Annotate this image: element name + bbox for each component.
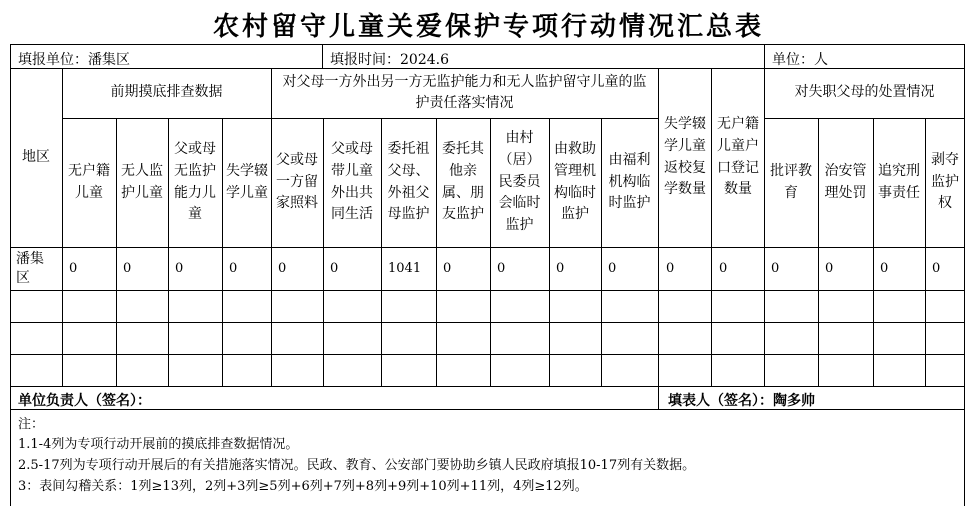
divider xyxy=(381,118,382,386)
cell-value: 0 xyxy=(719,261,728,276)
header-region: 地区 xyxy=(22,148,50,165)
col-header: 父或母无监护能力儿童 xyxy=(174,141,216,223)
divider xyxy=(436,118,437,386)
cell-value: 0 xyxy=(443,261,452,276)
divider xyxy=(10,354,965,355)
col-header: 由福利机构临时监护 xyxy=(608,151,651,212)
divider xyxy=(271,68,272,386)
page-title: 农村留守儿童关爱保护专项行动情况汇总表 xyxy=(212,12,764,42)
filler-signature: 填表人（签名）：陶多帅 xyxy=(668,393,815,409)
note-1: 1.1-4列为专项行动开展前的摸底排查数据情况。 xyxy=(18,437,299,452)
col-header: 委托祖父母、外祖父母监护 xyxy=(387,141,430,223)
col-header: 追究刑事责任 xyxy=(878,162,920,201)
cell-value: 1041 xyxy=(388,261,422,276)
divider xyxy=(10,409,965,410)
cell-value: 0 xyxy=(556,261,565,276)
divider xyxy=(711,68,712,386)
col-header: 由救助管理机构临时监护 xyxy=(554,141,596,223)
divider xyxy=(658,386,659,409)
divider xyxy=(490,118,491,386)
cell-value: 0 xyxy=(123,261,132,276)
cell-value: 0 xyxy=(771,261,780,276)
cell-value: 0 xyxy=(932,261,941,276)
cell-value: 0 xyxy=(330,261,339,276)
fill-time: 填报时间：2024.6 xyxy=(330,52,449,68)
col-header: 失学辍学儿童 xyxy=(226,162,268,201)
measure-unit: 单位：人 xyxy=(772,52,828,68)
col-header: 无户籍儿童 xyxy=(68,162,110,201)
cell-value: 0 xyxy=(608,261,617,276)
header-group-care: 对父母一方外出另一方无监护能力和无人监护留守儿童的监护责任落实情况 xyxy=(282,74,647,111)
divider xyxy=(764,44,765,68)
notes-label: 注： xyxy=(18,417,45,432)
fill-unit: 填报单位：潘集区 xyxy=(18,52,130,68)
col-header: 父或母一方留家照料 xyxy=(276,151,318,212)
note-3: 3：表间勾稽关系：1列≥13列，2列+3列≥5列+6列+7列+8列+9列+10列+11列，4列≥12列。 xyxy=(18,479,588,494)
divider xyxy=(116,118,117,386)
leader-signature: 单位负责人（签名）： xyxy=(18,393,151,409)
header-group-hukou: 无户籍儿童户口登记数量 xyxy=(717,116,759,198)
cell-value: 0 xyxy=(175,261,184,276)
divider xyxy=(10,386,965,387)
cell-value: 0 xyxy=(497,261,506,276)
col-header: 治安管理处罚 xyxy=(824,162,867,201)
header-group-punish: 对失职父母的处置情况 xyxy=(794,84,935,101)
col-header: 委托其他亲属、朋友监护 xyxy=(442,141,484,223)
divider xyxy=(168,118,169,386)
divider xyxy=(658,68,659,386)
col-header: 无人监护儿童 xyxy=(121,162,163,201)
cell-value: 0 xyxy=(666,261,675,276)
divider xyxy=(322,44,323,68)
cell-value: 0 xyxy=(825,261,834,276)
divider xyxy=(601,118,602,386)
cell-value: 0 xyxy=(880,261,889,276)
cell-value: 0 xyxy=(278,261,287,276)
divider xyxy=(323,118,324,386)
col-header: 由村（居）民委员会临时监护 xyxy=(498,130,541,234)
divider xyxy=(10,247,965,248)
cell-value: 0 xyxy=(229,261,238,276)
col-header: 剥夺监护权 xyxy=(931,151,959,212)
col-header: 父或母带儿童外出共同生活 xyxy=(331,141,373,223)
divider xyxy=(549,118,550,386)
header-group-dropout: 失学辍学儿童返校复学数量 xyxy=(664,116,706,198)
divider xyxy=(818,118,819,386)
divider xyxy=(222,118,223,386)
col-header: 批评教育 xyxy=(770,162,812,201)
divider xyxy=(10,290,965,291)
row-region: 潘集区 xyxy=(16,251,44,286)
cell-value: 0 xyxy=(69,261,78,276)
note-2: 2.5-17列为专项行动开展后的有关措施落实情况。民政、教育、公安部门要协助乡镇人民政府填报10-17列有关数据。 xyxy=(18,458,696,473)
divider xyxy=(873,118,874,386)
header-group-pre: 前期摸底排查数据 xyxy=(110,84,223,101)
divider xyxy=(10,322,965,323)
divider xyxy=(925,118,926,386)
